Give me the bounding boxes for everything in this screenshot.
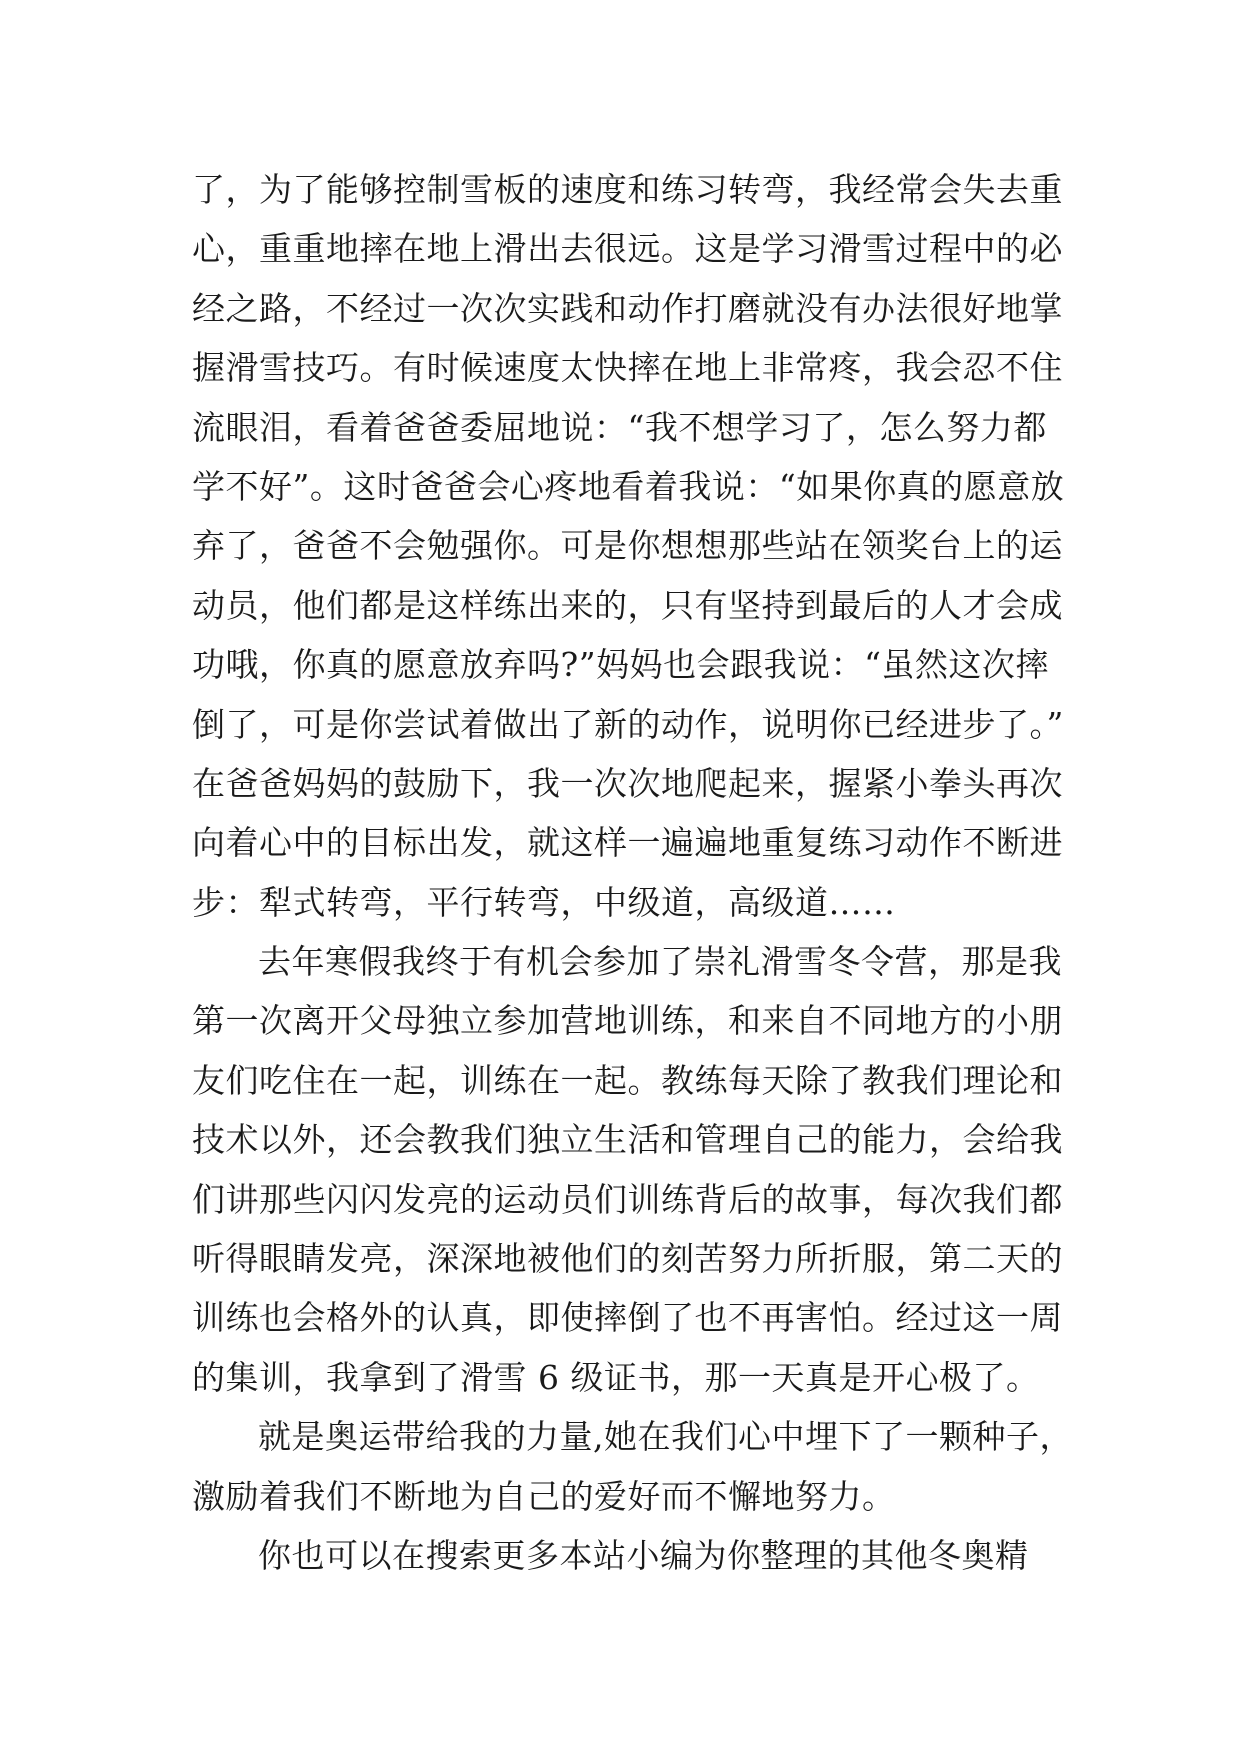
text-line: 经之路，不经过一次次实践和动作打磨就没有办法很好地掌 bbox=[192, 288, 1063, 328]
paragraph-first-line: 就是奥运带给我的力量,她在我们心中埋下了一颗种子， bbox=[258, 1417, 1073, 1457]
document-body bbox=[192, 160, 1073, 1585]
text-line: 技术以外，还会教我们独立生活和管理自己的能力，会给我 bbox=[192, 1120, 1063, 1160]
text-line: 的集训，我拿到了滑雪 6 级证书，那一天真是开心极了。 bbox=[192, 1357, 1040, 1397]
text-line: 友们吃住在一起，训练在一起。教练每天除了教我们理论和 bbox=[192, 1060, 1063, 1100]
text-line: 动员，他们都是这样练出来的，只有坚持到最后的人才会成 bbox=[192, 585, 1063, 625]
text-line: 们讲那些闪闪发亮的运动员们训练背后的故事，每次我们都 bbox=[192, 1179, 1063, 1219]
paragraph-first-line: 去年寒假我终于有机会参加了崇礼滑雪冬令营，那是我 bbox=[258, 942, 1062, 982]
text-line: 听得眼睛发亮，深深地被他们的刻苦努力所折服，第二天的 bbox=[192, 1239, 1063, 1279]
text-line: 第一次离开父母独立参加营地训练，和来自不同地方的小朋 bbox=[192, 1001, 1063, 1041]
text-line: 功哦，你真的愿意放弃吗?”妈妈也会跟我说：“虽然这次摔 bbox=[192, 645, 1049, 685]
text-line: 了，为了能够控制雪板的速度和练习转弯，我经常会失去重 bbox=[192, 170, 1063, 209]
text-line: 激励着我们不断地为自己的爱好而不懈地努力。 bbox=[192, 1476, 896, 1516]
text-line: 流眼泪，看着爸爸委屈地说：“我不想学习了，怎么努力都 bbox=[192, 407, 1047, 447]
text-line: 向着心中的目标出发，就这样一遍遍地重复练习动作不断进 bbox=[192, 823, 1063, 863]
text-line: 学不好”。这时爸爸会心疼地看着我说：“如果你真的愿意放 bbox=[192, 466, 1065, 506]
text-line: 心，重重地摔在地上滑出去很远。这是学习滑雪过程中的必 bbox=[192, 229, 1063, 269]
text-line: 握滑雪技巧。有时候速度太快摔在地上非常疼，我会忍不住 bbox=[192, 348, 1063, 388]
text-line: 倒了，可是你尝试着做出了新的动作，说明你已经进步了。” bbox=[192, 704, 1064, 744]
text-line: 步：犁式转弯，平行转弯，中级道，高级道…… bbox=[192, 882, 896, 922]
text-line: 训练也会格外的认真，即使摔倒了也不再害怕。经过这一周 bbox=[192, 1298, 1063, 1338]
text-line: 弃了，爸爸不会勉强你。可是你想想那些站在领奖台上的运 bbox=[192, 526, 1063, 566]
text-line: 在爸爸妈妈的鼓励下，我一次次地爬起来，握紧小拳头再次 bbox=[192, 763, 1063, 803]
paragraph-first-line: 你也可以在搜索更多本站小编为你整理的其他冬奥精 bbox=[258, 1535, 1029, 1575]
